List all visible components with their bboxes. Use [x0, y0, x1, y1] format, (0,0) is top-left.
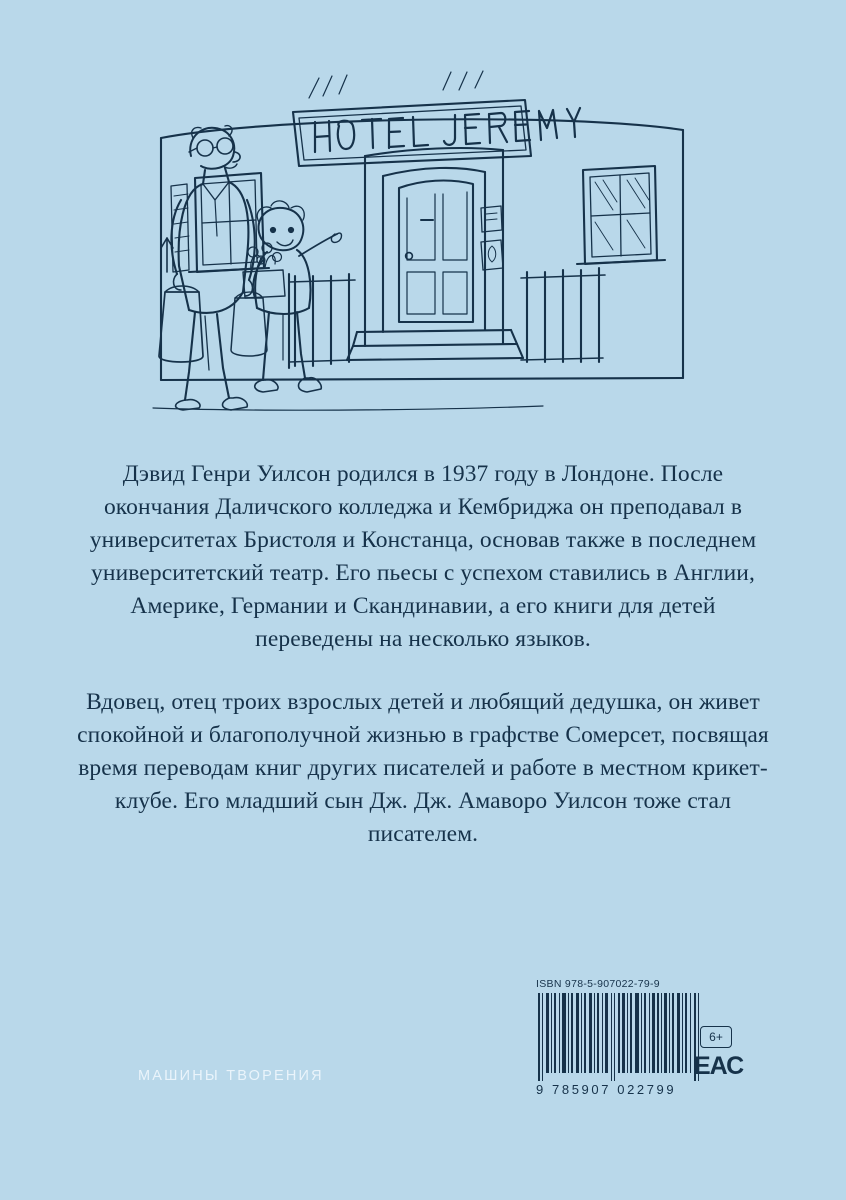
- bio-paragraph-2: Вдовец, отец троих взрослых детей и любящий дедушка, он живет спокойной и благополучной жизнью в графстве Сомерсет, посвящая время переводам книг других писателей и работе в местном крикет-клубе. Его младший сын Дж. Дж. Амаворо Уилсон тоже стал писателем.: [77, 689, 769, 847]
- barcode-block: [536, 978, 701, 1097]
- cover-illustration: [0, 60, 846, 440]
- age-rating-badge: 6+: [700, 1026, 732, 1048]
- hotel-scene-drawing: [143, 60, 703, 420]
- author-bio: [73, 458, 773, 851]
- barcode-digits: 9 785907 022799: [536, 1082, 677, 1097]
- bio-paragraph-1: Дэвид Генри Уилсон родился в 1937 году в Лондоне. После окончания Даличского колледжа и Кембриджа он преподавал в университетах Бристоля и Констанца, основав также в последнем университетский театр. Его пьесы с успехом ставились в Англии, Америке, Германии и Скандинавии, а его книги для детей переведены на несколько языков.: [89, 461, 757, 652]
- eac-conformity-mark: ЕАС: [694, 1052, 744, 1080]
- barcode-bars: [536, 993, 701, 1081]
- isbn-text: ISBN 978-5-907022-79-9: [536, 978, 660, 990]
- publisher-imprint: МАШИНЫ ТВОРЕНИЯ: [138, 1068, 324, 1084]
